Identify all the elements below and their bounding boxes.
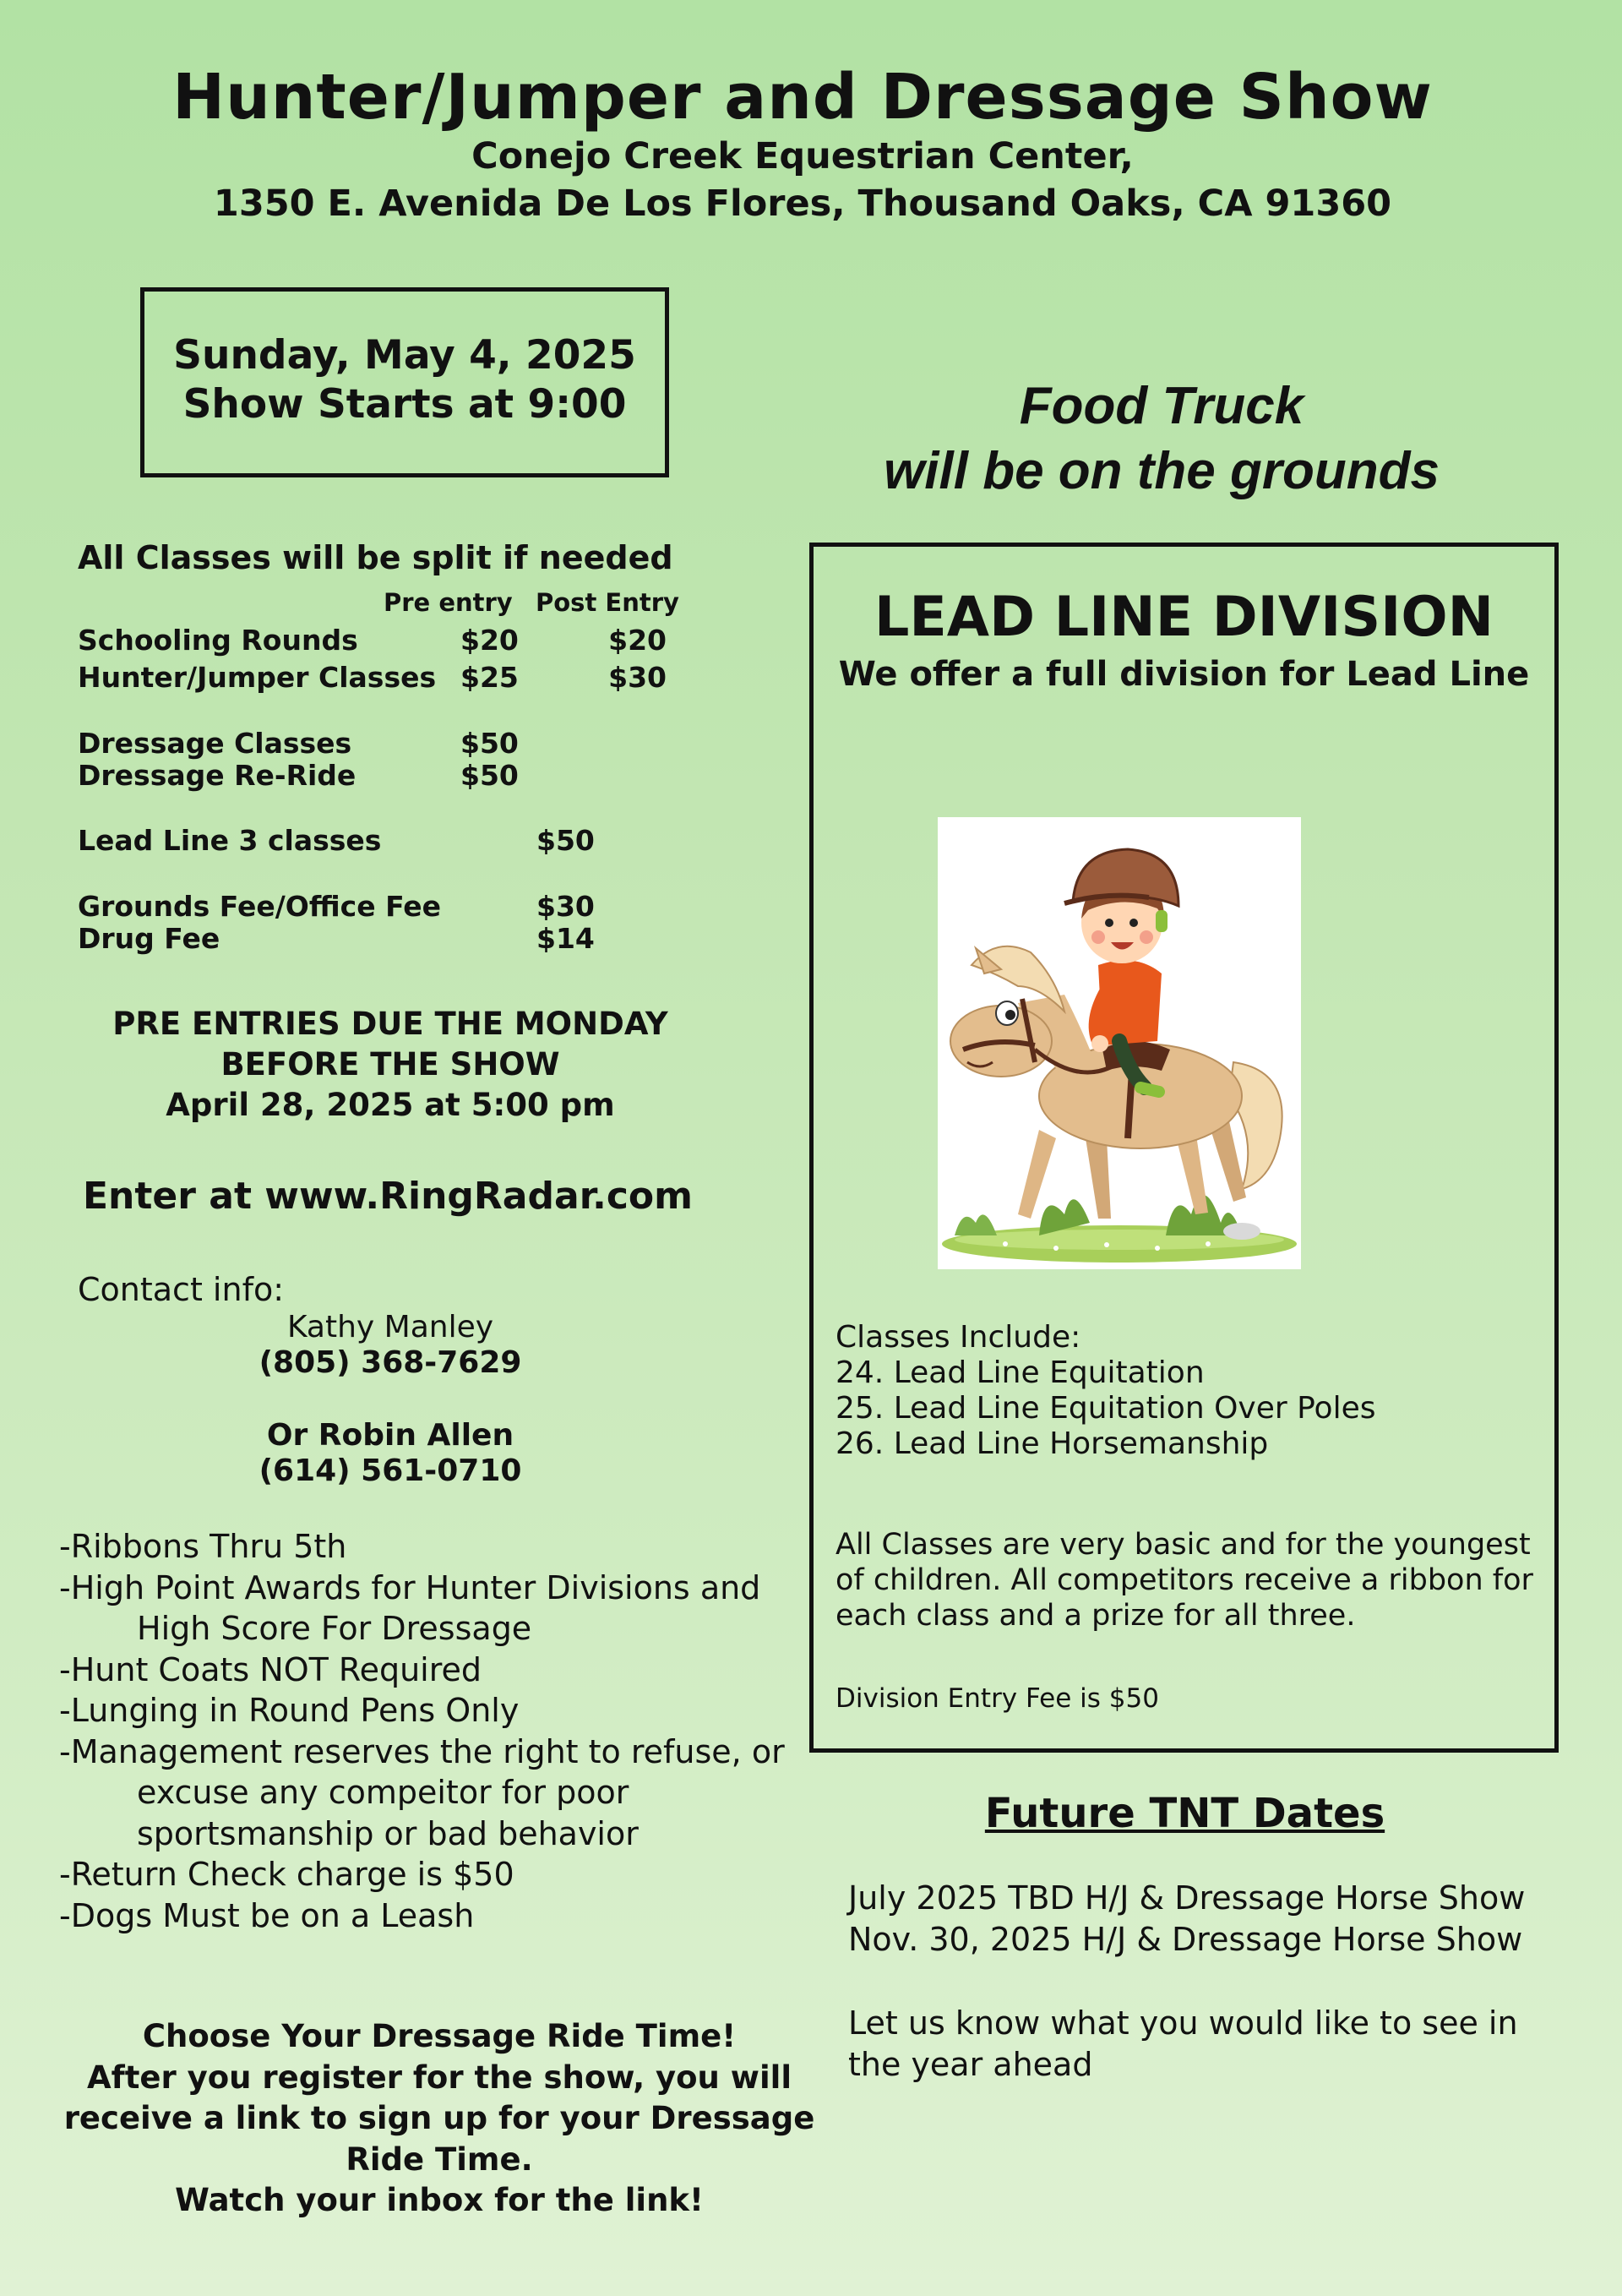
lead-line-title: LEAD LINE DIVISION — [874, 586, 1494, 649]
contact-name-1: Kathy Manley — [286, 1310, 494, 1344]
contact-label: Contact info: — [78, 1271, 284, 1308]
pre-entries-due — [78, 1004, 703, 1126]
venue-address: 1350 E. Avenida De Los Flores, Thousand Oaks, CA 91360 — [213, 183, 1392, 225]
description-line: of children. All competitors receive a ribbon for — [835, 1563, 1533, 1597]
rule-item: -Management reserves the right to refuse, or — [59, 1732, 785, 1770]
fee-row-post: $30 — [608, 661, 667, 694]
fee-row-name: Hunter/Jumper Classes — [78, 661, 437, 694]
pre-entries-line1: PRE ENTRIES DUE THE MONDAY — [112, 1006, 668, 1042]
pre-entries-deadline: April 28, 2025 at 5:00 pm — [166, 1087, 615, 1123]
fee-row-name: Drug Fee — [78, 922, 220, 955]
food-truck-line2: will be on the grounds — [884, 442, 1440, 500]
future-note-line: Let us know what you would like to see in — [848, 2004, 1518, 2042]
child-on-pony-illustration — [938, 817, 1301, 1269]
lead-line-subtitle: We offer a full division for Lead Line — [838, 655, 1530, 694]
dressage-note-line: Choose Your Dressage Ride Time! — [142, 2018, 737, 2054]
future-note-line: the year ahead — [848, 2045, 1093, 2083]
rule-item: -Lunging in Round Pens Only — [59, 1692, 520, 1729]
rule-item-continued: sportsmanship or bad behavior — [137, 1814, 639, 1852]
fee-row-name: Dressage Re-Ride — [78, 759, 357, 792]
dressage-note-line: receive a link to sign up for your Dressage — [63, 2100, 815, 2136]
future-feedback-note — [848, 2003, 1541, 2085]
contact-name-2: Or Robin Allen — [266, 1418, 514, 1453]
rule-item: -Return Check charge is $50 — [59, 1856, 514, 1893]
fee-row-post: $20 — [608, 624, 667, 657]
division-entry-fee: Division Entry Fee is $50 — [835, 1683, 1159, 1714]
future-dates-list — [848, 1878, 1525, 1960]
future-dates-heading: Future TNT Dates — [984, 1790, 1385, 1837]
contact-phone-2: (614) 561-0710 — [259, 1453, 522, 1488]
future-date-item: Nov. 30, 2025 H/J & Dressage Horse Show — [848, 1920, 1523, 1958]
fee-row-pre: $50 — [460, 759, 519, 792]
show-start-time: Show Starts at 9:00 — [182, 381, 627, 428]
fee-row-name: Grounds Fee/Office Fee — [78, 890, 442, 923]
dressage-note-line: After you register for the show, you will — [86, 2059, 792, 2096]
fee-row-name: Dressage Classes — [78, 727, 352, 760]
lead-line-box — [809, 543, 1559, 1753]
lead-line-description — [835, 1527, 1545, 1633]
class-item: 25. Lead Line Equitation Over Poles — [835, 1391, 1376, 1426]
fees-heading: All Classes will be split if needed — [78, 539, 673, 576]
rule-item: -Ribbons Thru 5th — [59, 1528, 347, 1565]
class-item: 26. Lead Line Horsemanship — [835, 1426, 1269, 1461]
lead-line-classes — [835, 1320, 1375, 1462]
pre-entries-line2: BEFORE THE SHOW — [220, 1046, 560, 1083]
fee-row-post: $50 — [536, 824, 595, 857]
fee-row-name: Lead Line 3 classes — [78, 824, 382, 857]
fee-row-post: $30 — [536, 890, 595, 923]
class-item: 24. Lead Line Equitation — [835, 1355, 1205, 1390]
entry-website: Enter at www.RingRadar.com — [82, 1175, 693, 1218]
food-truck-line1: Food Truck — [1019, 377, 1304, 435]
child-on-pony-icon — [938, 817, 1301, 1269]
rule-item: -Hunt Coats NOT Required — [59, 1650, 482, 1688]
description-line: each class and a prize for all three. — [835, 1599, 1356, 1633]
dressage-note-line: Watch your inbox for the link! — [175, 2182, 704, 2218]
fee-row-name: Schooling Rounds — [78, 624, 358, 657]
show-date: Sunday, May 4, 2025 — [173, 332, 636, 379]
show-title: Hunter/Jumper and Dressage Show — [172, 61, 1433, 134]
dressage-ride-time-note — [59, 2016, 819, 2222]
fee-row-pre: $25 — [460, 661, 519, 694]
rules-list — [59, 1526, 785, 1936]
venue-name: Conejo Creek Equestrian Center, — [471, 135, 1134, 177]
fee-row-pre: $50 — [460, 727, 519, 760]
date-box — [140, 287, 669, 477]
fee-row-post: $14 — [536, 922, 595, 955]
rule-item-continued: High Score For Dressage — [137, 1610, 532, 1647]
dressage-note-line: Ride Time. — [346, 2141, 533, 2178]
col-post-entry: Post Entry — [536, 588, 679, 617]
future-date-item: July 2025 TBD H/J & Dressage Horse Show — [848, 1879, 1526, 1917]
rule-item-continued: excuse any compeitor for poor — [137, 1774, 629, 1811]
description-line: All Classes are very basic and for the youngest — [835, 1528, 1531, 1562]
fee-row-pre: $20 — [460, 624, 519, 657]
col-pre-entry: Pre entry — [384, 588, 513, 617]
rule-item: -Dogs Must be on a Leash — [59, 1896, 475, 1934]
classes-label: Classes Include: — [835, 1320, 1081, 1355]
contact-phone-1: (805) 368-7629 — [259, 1345, 522, 1380]
contact-info — [78, 1310, 703, 1489]
rule-item: -High Point Awards for Hunter Divisions and — [59, 1568, 761, 1606]
